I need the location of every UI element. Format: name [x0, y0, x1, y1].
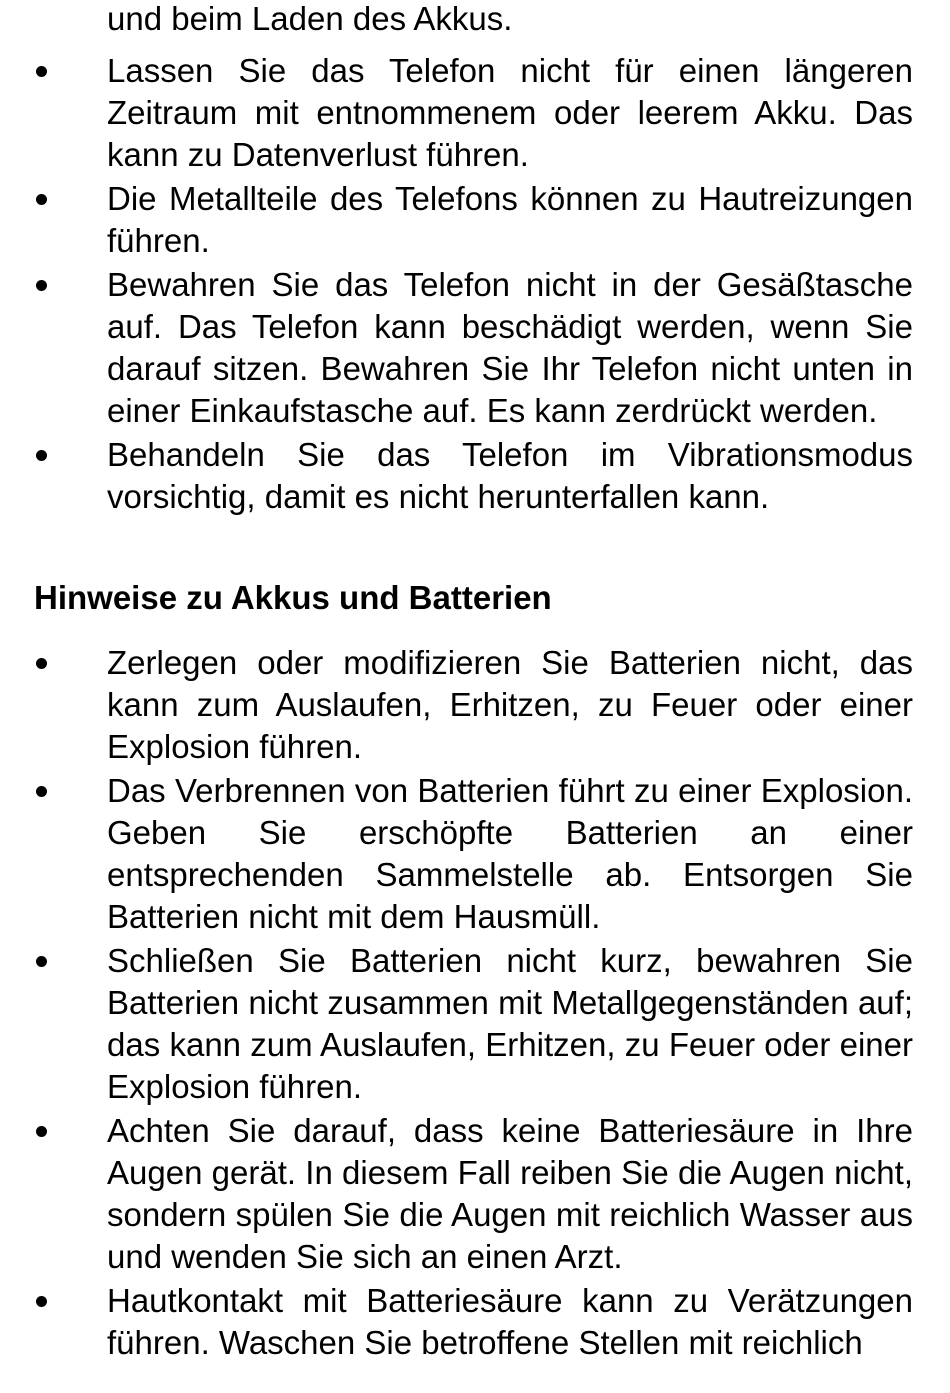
bullet-icon: [36, 194, 47, 205]
bullet-icon: [36, 1296, 47, 1307]
list-item: [0, 940, 913, 1108]
bullet-icon: [36, 66, 47, 77]
list-item-text: Behandeln Sie das Telefon im Vibrationsmodus vorsichtig, damit es nicht herunterfallen kann.: [107, 436, 913, 515]
list-item-text: Das Verbrennen von Batterien führt zu einer Explosion. Geben Sie erschöpfte Batterien an einer entsprechenden Sammelstelle ab. Entsorgen Sie Batterien nicht mit dem Hausmüll.: [107, 772, 913, 935]
bullet-icon: [36, 786, 47, 797]
bullet-icon: [36, 956, 47, 967]
list-item-text: Bewahren Sie das Telefon nicht in der Gesäßtasche auf. Das Telefon kann beschädigt werden, wenn Sie darauf sitzen. Bewahren Sie Ihr Telefon nicht unten in einer Einkaufstasche auf. Es kann zerdrückt werden.: [107, 266, 913, 429]
safety-list-batteries: [0, 642, 950, 1366]
list-item: [0, 1110, 913, 1278]
list-item: [0, 50, 913, 176]
list-item-text: Achten Sie darauf, dass keine Batteriesäure in Ihre Augen gerät. In diesem Fall reiben Sie die Augen nicht, sondern spülen Sie die Augen mit reichlich Wasser aus und wenden Sie sich an einen Arzt.: [107, 1112, 913, 1275]
list-item-text: Schließen Sie Batterien nicht kurz, bewahren Sie Batterien nicht zusammen mit Metallgegenständen auf; das kann zum Auslaufen, Erhitzen, zu Feuer oder einer Explosion führen.: [107, 942, 913, 1105]
continuation-text: und beim Laden des Akkus.: [107, 0, 513, 37]
list-item: [0, 178, 913, 262]
list-item: [0, 1280, 913, 1364]
section-heading: Hinweise zu Akkus und Batterien: [34, 579, 552, 616]
list-item-text: Hautkontakt mit Batteriesäure kann zu Verätzungen führen. Waschen Sie betroffene Stellen mit reichlich: [107, 1282, 913, 1361]
list-item: [0, 642, 913, 768]
bullet-icon: [36, 658, 47, 669]
list-item-text: Die Metallteile des Telefons können zu Hautreizungen führen.: [107, 180, 913, 259]
bullet-icon: [36, 1126, 47, 1137]
list-item: [0, 770, 913, 938]
list-item-text: Zerlegen oder modifizieren Sie Batterien nicht, das kann zum Auslaufen, Erhitzen, zu Feuer oder einer Explosion führen.: [107, 644, 913, 765]
list-item: [0, 264, 913, 432]
list-item-text: Lassen Sie das Telefon nicht für einen längeren Zeitraum mit entnommenem oder leerem Akku. Das kann zu Datenverlust führen.: [107, 52, 913, 173]
list-item: [0, 434, 913, 518]
bullet-icon: [36, 450, 47, 461]
bullet-icon: [36, 280, 47, 291]
safety-list-phone: [0, 50, 950, 520]
